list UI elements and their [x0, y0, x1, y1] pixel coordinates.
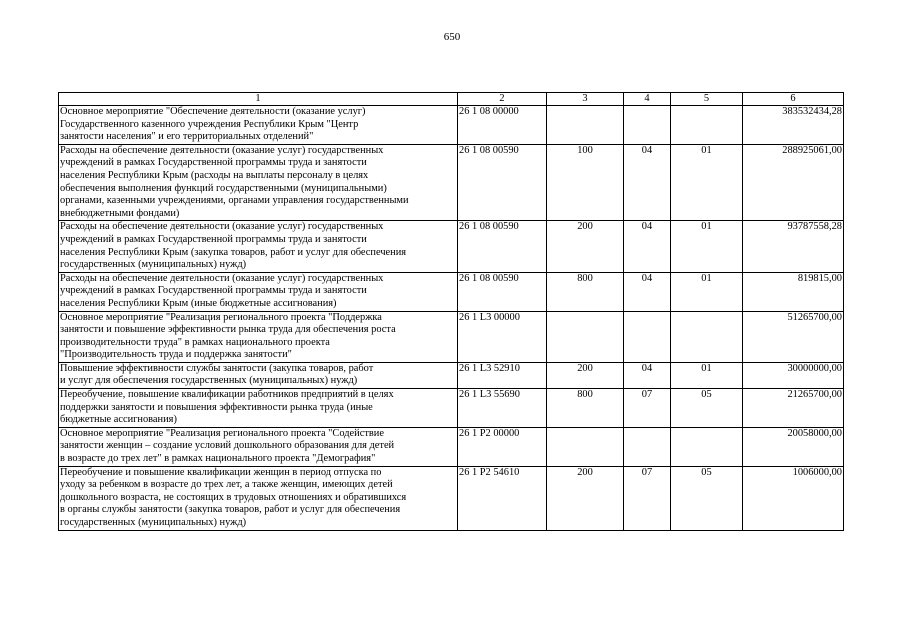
row-subsection: 01 [671, 362, 743, 388]
description-line: Повышение эффективности службы занятости (закупка товаров, работ [60, 362, 374, 374]
row-target-code: 26 1 08 00590 [458, 221, 547, 272]
row-amount: 20058000,00 [743, 427, 844, 466]
description-line: бюджетные ассигнования) [60, 414, 177, 426]
row-expense-type: 200 [547, 466, 624, 530]
row-expense-type: 800 [547, 272, 624, 311]
description-line: в возрасте до трех лет" в рамках национального проекта "Демография" [60, 453, 376, 465]
row-amount: 93787558,28 [743, 221, 844, 272]
description-line: занятости и повышение эффективности рынка труда для обеспечения роста [60, 324, 396, 336]
description-line: "Производительность труда и поддержка занятости" [60, 349, 292, 361]
description-line: Переобучение и повышение квалификации женщин в период отпуска по [60, 466, 382, 478]
row-expense-type: 800 [547, 389, 624, 428]
row-section: 04 [624, 272, 671, 311]
row-expense-type [547, 106, 624, 145]
description-line: и услуг для обеспечения государственных (муниципальных) нужд) [60, 375, 358, 387]
description-line: поддержки занятости и повышения эффективности рынка труда (иные [60, 401, 373, 413]
description-line: населения Республики Крым (расходы на выплаты персоналу в целях [60, 169, 369, 181]
row-description [59, 272, 458, 311]
row-amount: 383532434,28 [743, 106, 844, 145]
row-subsection: 01 [671, 221, 743, 272]
table-row [59, 144, 844, 221]
row-target-code: 26 1 08 00000 [458, 106, 547, 145]
row-subsection [671, 427, 743, 466]
table-row [59, 427, 844, 466]
row-target-code: 26 1 L3 55690 [458, 389, 547, 428]
row-target-code: 26 1 P2 00000 [458, 427, 547, 466]
row-amount: 51265700,00 [743, 311, 844, 362]
description-line: государственных (муниципальных) нужд) [60, 517, 247, 528]
description-line: государственных (муниципальных) нужд) [60, 259, 247, 271]
row-amount: 21265700,00 [743, 389, 844, 428]
row-target-code: 26 1 08 00590 [458, 272, 547, 311]
description-line: населения Республики Крым (закупка товаров, работ и услуг для обеспечения [60, 246, 407, 258]
row-subsection: 01 [671, 272, 743, 311]
row-section: 04 [624, 144, 671, 221]
row-subsection: 05 [671, 389, 743, 428]
description-line: учреждений в рамках Государственной программы труда и занятости [60, 233, 367, 245]
row-expense-type: 200 [547, 362, 624, 388]
description-line: Переобучение, повышение квалификации работников предприятий в целях [60, 389, 394, 401]
row-section: 07 [624, 466, 671, 530]
row-amount: 819815,00 [743, 272, 844, 311]
column-header-2: 2 [458, 93, 547, 106]
description-line: в органы службы занятости (закупка товаров, работ и услуг для обеспечения [60, 504, 401, 516]
row-expense-type: 100 [547, 144, 624, 221]
description-line: Основное мероприятие "Обеспечение деятельности (оказание услуг) [60, 106, 366, 117]
row-expense-type: 200 [547, 221, 624, 272]
description-line: занятости женщин – создание условий дошкольного образования для детей [60, 440, 395, 452]
description-line: Основное мероприятие "Реализация регионального проекта "Содействие [60, 427, 384, 439]
row-section: 04 [624, 362, 671, 388]
table-row [59, 106, 844, 145]
row-subsection [671, 311, 743, 362]
column-header-5: 5 [671, 93, 743, 106]
description-line: производительности труда" в рамках национального проекта [60, 336, 330, 348]
description-line: Расходы на обеспечение деятельности (оказание услуг) государственных [60, 144, 384, 156]
table-row [59, 389, 844, 428]
table-row [59, 362, 844, 388]
row-target-code: 26 1 08 00590 [458, 144, 547, 221]
description-line: внебюджетными фондами) [60, 207, 180, 219]
row-description [59, 362, 458, 388]
row-section [624, 311, 671, 362]
table-row [59, 221, 844, 272]
page-number: 650 [443, 31, 461, 43]
row-section [624, 427, 671, 466]
row-description [59, 466, 458, 530]
description-line: Расходы на обеспечение деятельности (оказание услуг) государственных [60, 272, 384, 284]
description-line: Расходы на обеспечение деятельности (оказание услуг) государственных [60, 221, 384, 233]
row-target-code: 26 1 P2 54610 [458, 466, 547, 530]
row-section [624, 106, 671, 145]
row-target-code: 26 1 L3 52910 [458, 362, 547, 388]
row-subsection [671, 106, 743, 145]
description-line: учреждений в рамках Государственной программы труда и занятости [60, 157, 367, 169]
description-line: занятости населения" и его территориальных отделений" [60, 131, 314, 143]
description-line: уходу за ребенком в возрасте до трех лет, а также женщин, имеющих детей [60, 479, 393, 491]
budget-table [58, 92, 844, 531]
row-description [59, 389, 458, 428]
row-description [59, 144, 458, 221]
row-target-code: 26 1 L3 00000 [458, 311, 547, 362]
description-line: дошкольного возраста, не состоящих в трудовых отношениях и обратившихся [60, 491, 407, 503]
row-expense-type [547, 427, 624, 466]
header-row [59, 93, 844, 106]
description-line: учреждений в рамках Государственной программы труда и занятости [60, 285, 367, 297]
description-line: обеспечения выполнения функций государственными (муниципальными) [60, 182, 387, 194]
column-header-4: 4 [624, 93, 671, 106]
row-section: 04 [624, 221, 671, 272]
description-line: населения Республики Крым (иные бюджетные ассигнования) [60, 297, 337, 309]
table-row [59, 466, 844, 530]
row-description [59, 311, 458, 362]
row-amount: 30000000,00 [743, 362, 844, 388]
description-line: Основное мероприятие "Реализация регионального проекта "Поддержка [60, 311, 382, 323]
row-description [59, 106, 458, 145]
row-amount: 288925061,00 [743, 144, 844, 221]
row-subsection: 01 [671, 144, 743, 221]
column-header-3: 3 [547, 93, 624, 106]
description-line: органами, казенными учреждениями, органами управления государственными [60, 195, 409, 207]
table-row [59, 311, 844, 362]
row-expense-type [547, 311, 624, 362]
row-section: 07 [624, 389, 671, 428]
table-row [59, 272, 844, 311]
column-header-6: 6 [743, 93, 844, 106]
description-line: Государственного казенного учреждения Республики Крым "Центр [60, 118, 359, 130]
row-description [59, 427, 458, 466]
row-amount: 1006000,00 [743, 466, 844, 530]
column-header-1: 1 [59, 93, 458, 106]
row-description [59, 221, 458, 272]
row-subsection: 05 [671, 466, 743, 530]
